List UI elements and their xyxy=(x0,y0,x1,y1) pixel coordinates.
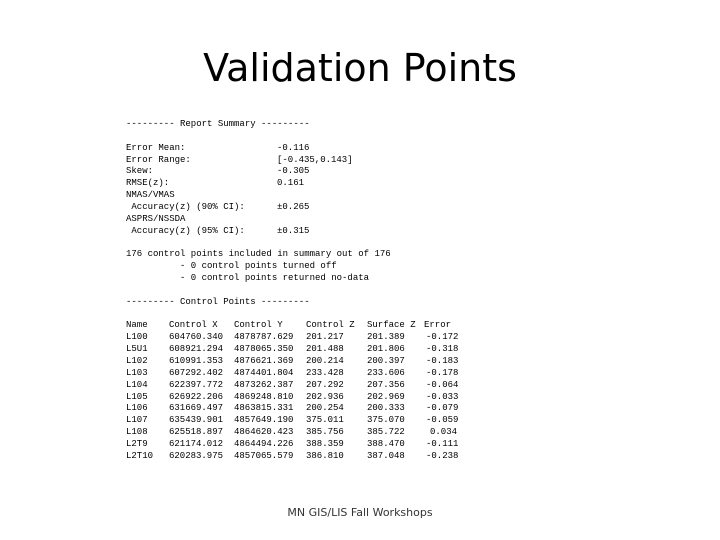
column-header: Surface Z xyxy=(367,320,416,331)
table-cell: 4873262.387 xyxy=(234,379,294,390)
table-cell: 202.936 xyxy=(306,391,344,402)
summary-value: 0.161 xyxy=(277,178,305,189)
table-cell: 604760.340 xyxy=(169,332,224,343)
table-cell: 207.292 xyxy=(306,379,344,390)
summary-label: Accuracy(z) (95% CI): xyxy=(126,225,245,236)
table-cell: 386.810 xyxy=(306,450,344,461)
table-cell: 4878787.629 xyxy=(234,332,294,343)
table-cell: 610991.353 xyxy=(169,356,224,366)
table-cell: 4864494.226 xyxy=(234,439,294,449)
table-cell: -0.033 xyxy=(426,391,459,402)
table-cell: 4864620.423 xyxy=(234,427,294,438)
table-cell: 233.606 xyxy=(367,367,405,378)
table-cell: L106 xyxy=(126,403,148,414)
report-text-block xyxy=(126,118,646,498)
table-cell: 200.254 xyxy=(306,403,344,414)
slide-title: Validation Points xyxy=(203,46,517,90)
table-cell: 385.756 xyxy=(306,427,344,438)
column-header: Control Z xyxy=(306,320,355,331)
table-cell: L108 xyxy=(126,427,148,438)
table-cell: 4857649.190 xyxy=(234,415,294,426)
summary-label: RMSE(z): xyxy=(126,178,170,189)
table-cell: L107 xyxy=(126,415,148,426)
table-cell: 626922.206 xyxy=(169,391,224,402)
table-cell: -0.111 xyxy=(426,439,459,449)
summary-value: ±0.265 xyxy=(277,201,310,212)
table-cell: 622397.772 xyxy=(169,379,224,390)
summary-value: ±0.315 xyxy=(277,225,310,236)
table-cell: L2T9 xyxy=(126,439,148,449)
table-cell: 4857065.579 xyxy=(234,450,294,461)
table-cell: L100 xyxy=(126,332,148,343)
table-cell: 200.333 xyxy=(367,403,405,414)
table-cell: 201.806 xyxy=(367,344,405,355)
summary-label: Error Mean: xyxy=(126,142,186,153)
table-cell: 200.397 xyxy=(367,356,405,366)
column-header: Control X xyxy=(169,320,218,331)
table-cell: 4874401.804 xyxy=(234,367,294,378)
report-summary-header: --------- Report Summary --------- xyxy=(126,119,310,129)
table-cell: -0.059 xyxy=(426,415,459,426)
table-cell: 202.969 xyxy=(367,391,405,402)
table-cell: 385.722 xyxy=(367,427,405,438)
table-cell: 200.214 xyxy=(306,356,344,366)
table-cell: 388.359 xyxy=(306,439,344,449)
table-cell: 625518.897 xyxy=(169,427,224,438)
table-cell: 233.428 xyxy=(306,367,344,378)
table-cell: L105 xyxy=(126,391,148,402)
column-header: Control Y xyxy=(234,320,283,331)
table-cell: 608921.294 xyxy=(169,344,224,355)
table-cell: -0.318 xyxy=(426,344,459,355)
table-cell: -0.172 xyxy=(426,332,459,343)
summary-label: NMAS/VMAS xyxy=(126,190,175,201)
table-cell: 201.217 xyxy=(306,332,344,343)
slide-footer: MN GIS/LIS Fall Workshops xyxy=(287,506,433,519)
table-cell: L103 xyxy=(126,367,148,378)
summary-line: - 0 control points turned off xyxy=(126,261,337,272)
summary-label: Skew: xyxy=(126,166,154,177)
table-cell: 621174.012 xyxy=(169,439,224,449)
table-cell: -0.183 xyxy=(426,356,459,366)
table-cell: 375.070 xyxy=(367,415,405,426)
table-cell: 0.034 xyxy=(430,427,458,438)
table-cell: 4876621.369 xyxy=(234,356,294,366)
table-cell: -0.064 xyxy=(426,379,459,390)
table-cell: -0.079 xyxy=(426,403,459,414)
table-cell: -0.238 xyxy=(426,450,459,461)
column-header: Error xyxy=(424,320,452,331)
table-cell: 620283.975 xyxy=(169,450,224,461)
summary-value: [-0.435,0.143] xyxy=(277,154,353,165)
table-cell: 388.470 xyxy=(367,439,405,449)
table-cell: 201.488 xyxy=(306,344,344,355)
summary-line: 176 control points included in summary out of 176 xyxy=(126,249,391,260)
table-cell: 4878065.350 xyxy=(234,344,294,355)
table-cell: 387.048 xyxy=(367,450,405,461)
summary-label: Accuracy(z) (90% CI): xyxy=(126,201,245,212)
table-cell: 635439.901 xyxy=(169,415,224,426)
table-cell: 4863815.331 xyxy=(234,403,294,414)
table-cell: 207.356 xyxy=(367,379,405,390)
summary-label: ASPRS/NSSDA xyxy=(126,213,186,224)
summary-line: - 0 control points returned no-data xyxy=(126,273,370,283)
table-cell: L2T10 xyxy=(126,450,154,461)
control-points-header: --------- Control Points --------- xyxy=(126,296,310,307)
table-cell: 631669.497 xyxy=(169,403,224,414)
summary-label: Error Range: xyxy=(126,154,191,165)
table-cell: L5U1 xyxy=(126,344,148,355)
table-cell: -0.178 xyxy=(426,367,459,378)
table-cell: 607292.402 xyxy=(169,367,224,378)
summary-value: -0.305 xyxy=(277,166,310,177)
table-cell: L104 xyxy=(126,379,148,390)
column-header: Name xyxy=(126,320,148,331)
table-cell: 201.389 xyxy=(367,332,405,343)
table-cell: 375.011 xyxy=(306,415,344,426)
table-cell: 4869248.810 xyxy=(234,391,294,402)
table-cell: L102 xyxy=(126,356,148,366)
summary-value: -0.116 xyxy=(277,142,310,153)
